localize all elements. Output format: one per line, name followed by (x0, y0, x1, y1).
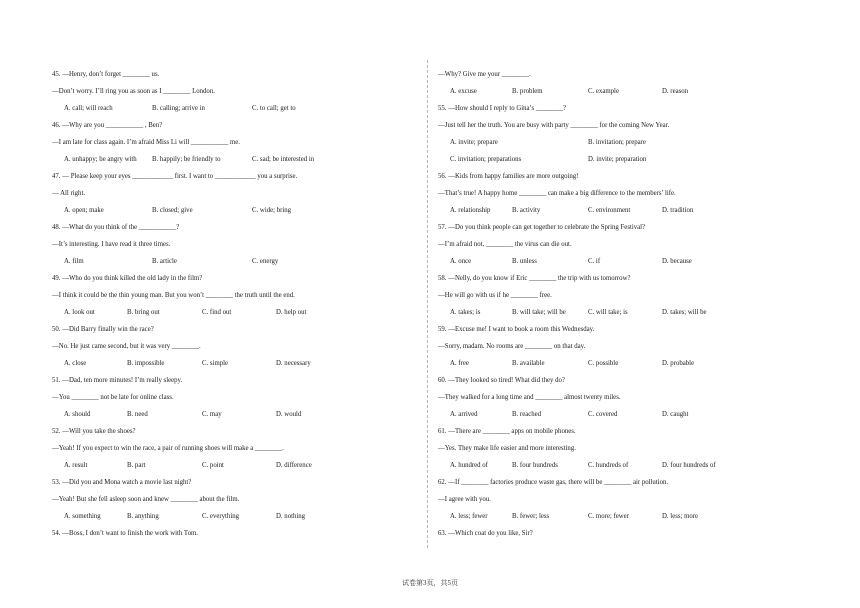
question-line: —I agree with you. (438, 496, 491, 503)
answer-option[interactable]: C. covered (588, 411, 618, 418)
question-line: 58. —Nelly, do you know if Eric ________ the trip with us tomorrow? (438, 275, 631, 282)
question-line: —Sorry, madam. No rooms are ________ on that day. (438, 343, 586, 350)
answer-option[interactable]: A. once (450, 258, 472, 265)
answer-option[interactable]: D. reason (662, 88, 689, 95)
answer-option[interactable]: A. should (64, 411, 91, 418)
answer-option[interactable]: A. unhappy; be angry with (64, 156, 137, 163)
question-line: —Why? Give me your ________. (438, 71, 531, 78)
answer-option[interactable]: A. relationship (450, 207, 491, 214)
question-line: 61. —There are ________ apps on mobile phones. (438, 428, 576, 435)
answer-option[interactable]: C. point (202, 462, 224, 469)
question-line: 51. —Dad, ten more minutes! I’m really sleepy. (52, 377, 183, 384)
answer-option[interactable]: D. help out (276, 309, 307, 316)
question-line: —He will go with us if he ________ free. (438, 292, 552, 299)
answer-options (438, 151, 810, 168)
answer-option[interactable]: B. available (512, 360, 545, 367)
answer-option[interactable]: B. four hundreds (512, 462, 558, 469)
answer-option[interactable]: D. takes; will be (662, 309, 707, 316)
answer-option[interactable]: A. something (64, 513, 101, 520)
question-line: —Yes. They make life easier and more interesting. (438, 445, 576, 452)
question-line: 54. —Boss, I don’t want to finish the work with Tom. (52, 530, 198, 537)
answer-option[interactable]: A. arrived (450, 411, 478, 418)
question-line: —You ________ not be late for online class. (52, 394, 174, 401)
answer-option[interactable]: D. difference (276, 462, 312, 469)
answer-option[interactable]: D. invite; preparation (588, 156, 647, 163)
question-line: 55. —How should I reply to Gina’s ________? (438, 105, 566, 112)
answer-options (438, 355, 810, 372)
question-line: —I am late for class again. I’m afraid Miss Li will ___________ me. (52, 139, 241, 146)
answer-option[interactable]: B. bring out (127, 309, 160, 316)
question-line: —They walked for a long time and ________ almost twenty miles. (438, 394, 621, 401)
answer-option[interactable]: C. to call; get to (252, 105, 296, 112)
answer-option[interactable]: A. result (64, 462, 88, 469)
question-line: 59. —Excuse me! I want to book a room this Wednesday. (438, 326, 595, 333)
answer-options (52, 151, 416, 168)
question-line: —Yeah! But she fell asleep soon and knew ________ about the film. (52, 496, 240, 503)
question-line: 50. —Did Barry finally win the race? (52, 326, 154, 333)
answer-option[interactable]: A. open; make (64, 207, 104, 214)
answer-option[interactable]: B. happily; be friendly to (152, 156, 221, 163)
answer-option[interactable]: C. possible (588, 360, 619, 367)
answer-option[interactable]: B. problem (512, 88, 543, 95)
answer-option[interactable]: C. simple (202, 360, 229, 367)
answer-options (52, 304, 416, 321)
question-line: 49. —Who do you think killed the old lady in the film? (52, 275, 203, 282)
right-column (438, 66, 810, 542)
answer-option[interactable]: C. energy (252, 258, 279, 265)
answer-option[interactable]: A. takes; is (450, 309, 481, 316)
question-line: —I think it could be the thin young man. But you won’t ________ the truth until the end. (52, 292, 295, 299)
answer-option[interactable]: C. if (588, 258, 601, 265)
answer-options (438, 508, 810, 525)
question-line: —No. He just came second, but it was very ________. (52, 343, 201, 350)
answer-option[interactable]: B. fewer; less (512, 513, 550, 520)
answer-option[interactable]: A. free (450, 360, 469, 367)
answer-option[interactable]: A. hundred of (450, 462, 488, 469)
answer-option[interactable]: B. calling; arrive in (152, 105, 205, 112)
answer-options (438, 406, 810, 423)
answer-options (52, 457, 416, 474)
answer-options (52, 100, 416, 117)
answer-options (52, 508, 416, 525)
question-line: 60. —They looked so tired! What did they do? (438, 377, 565, 384)
answer-option[interactable]: C. everything (202, 513, 239, 520)
answer-options (438, 83, 810, 100)
answer-option[interactable]: C. example (588, 88, 619, 95)
answer-options (52, 253, 416, 270)
question-line: —Yeah! If you expect to win the race, a pair of running shoes will make a ________. (52, 445, 284, 452)
question-line: —Just tell her the truth. You are busy with party ________ for the coming New Year. (438, 122, 670, 129)
column-divider (427, 60, 428, 548)
answer-option[interactable]: B. activity (512, 207, 541, 214)
answer-option[interactable]: C. environment (588, 207, 631, 214)
question-line: 47. — Please keep your eyes ____________ first. I want to ____________ you a surprise. (52, 173, 298, 180)
answer-options (438, 134, 810, 151)
answer-option[interactable]: B. closed; give (152, 207, 193, 214)
answer-option[interactable]: C. will take; is (588, 309, 628, 316)
answer-option[interactable]: D. nothing (276, 513, 306, 520)
answer-options (52, 406, 416, 423)
answer-options (438, 304, 810, 321)
answer-option[interactable]: D. would (276, 411, 302, 418)
answer-option[interactable]: D. less; more (662, 513, 699, 520)
question-line: —Don’t worry. I’ll ring you as soon as I ________ London. (52, 88, 215, 95)
answer-options (438, 202, 810, 219)
question-line: 57. —Do you think people can get together to celebrate the Spring Festival? (438, 224, 646, 231)
answer-option[interactable]: B. reached (512, 411, 542, 418)
answer-option[interactable]: D. caught (662, 411, 689, 418)
answer-option[interactable]: A. close (64, 360, 87, 367)
answer-option[interactable]: A. less; fewer (450, 513, 488, 520)
answer-option[interactable]: B. invitation; prepare (588, 139, 646, 146)
question-line: 52. —Will you take the shoes? (52, 428, 136, 435)
answer-options (52, 355, 416, 372)
answer-option[interactable]: B. article (152, 258, 177, 265)
answer-option[interactable]: C. may (202, 411, 222, 418)
answer-option[interactable]: A. call; will reach (64, 105, 113, 112)
page-footer: 试卷第3页，共5页 (402, 579, 458, 587)
answer-option[interactable]: C. more; fewer (588, 513, 629, 520)
answer-option[interactable]: A. look out (64, 309, 95, 316)
answer-options (438, 253, 810, 270)
answer-option[interactable]: C. find out (202, 309, 232, 316)
answer-option[interactable]: B. impossible (127, 360, 165, 367)
question-line: 45. —Henry, don’t forget ________ us. (52, 71, 160, 78)
answer-option[interactable]: C. wide; bring (252, 207, 292, 214)
question-line: 53. —Did you and Mona watch a movie last night? (52, 479, 192, 486)
answer-option[interactable]: A. excuse (450, 88, 477, 95)
answer-option[interactable]: D. necessary (276, 360, 311, 367)
answer-option[interactable]: D. probable (662, 360, 695, 367)
question-line: 56. —Kids from happy families are more outgoing! (438, 173, 579, 180)
question-line: 48. —What do you think of the ___________? (52, 224, 180, 231)
answer-option[interactable]: C. invitation; preparations (450, 156, 522, 163)
answer-option[interactable]: D. because (662, 258, 692, 265)
left-column (52, 66, 416, 542)
answer-options (52, 202, 416, 219)
answer-option[interactable]: B. unless (512, 258, 537, 265)
question-line: 46. —Why are you ___________ , Ben? (52, 122, 163, 129)
question-line: —It’s interesting. I have read it three times. (52, 241, 171, 248)
question-line: —That’s true! A happy home ________ can make a big difference to the members’ life. (438, 190, 676, 197)
answer-option[interactable]: B. need (127, 411, 148, 418)
answer-option[interactable]: B. will take; will be (512, 309, 566, 316)
question-line: — All right. (52, 190, 86, 197)
answer-option[interactable]: A. invite; prepare (450, 139, 498, 146)
question-line: 63. —Which coat do you like, Sir? (438, 530, 533, 537)
answer-option[interactable]: D. tradition (662, 207, 694, 214)
answer-option[interactable]: B. anything (127, 513, 159, 520)
answer-option[interactable]: B. part (127, 462, 146, 469)
answer-option[interactable]: A. film (64, 258, 84, 265)
question-line: —I’m afraid not, ________ the virus can die out. (438, 241, 572, 248)
answer-option[interactable]: D. four hundreds of (662, 462, 716, 469)
answer-options (438, 457, 810, 474)
question-line: 62. —If ________ factories produce waste gas, there will be ________ air pollution. (438, 479, 669, 486)
answer-option[interactable]: C. hundreds of (588, 462, 629, 469)
answer-option[interactable]: C. sad; be interested in (252, 156, 315, 163)
